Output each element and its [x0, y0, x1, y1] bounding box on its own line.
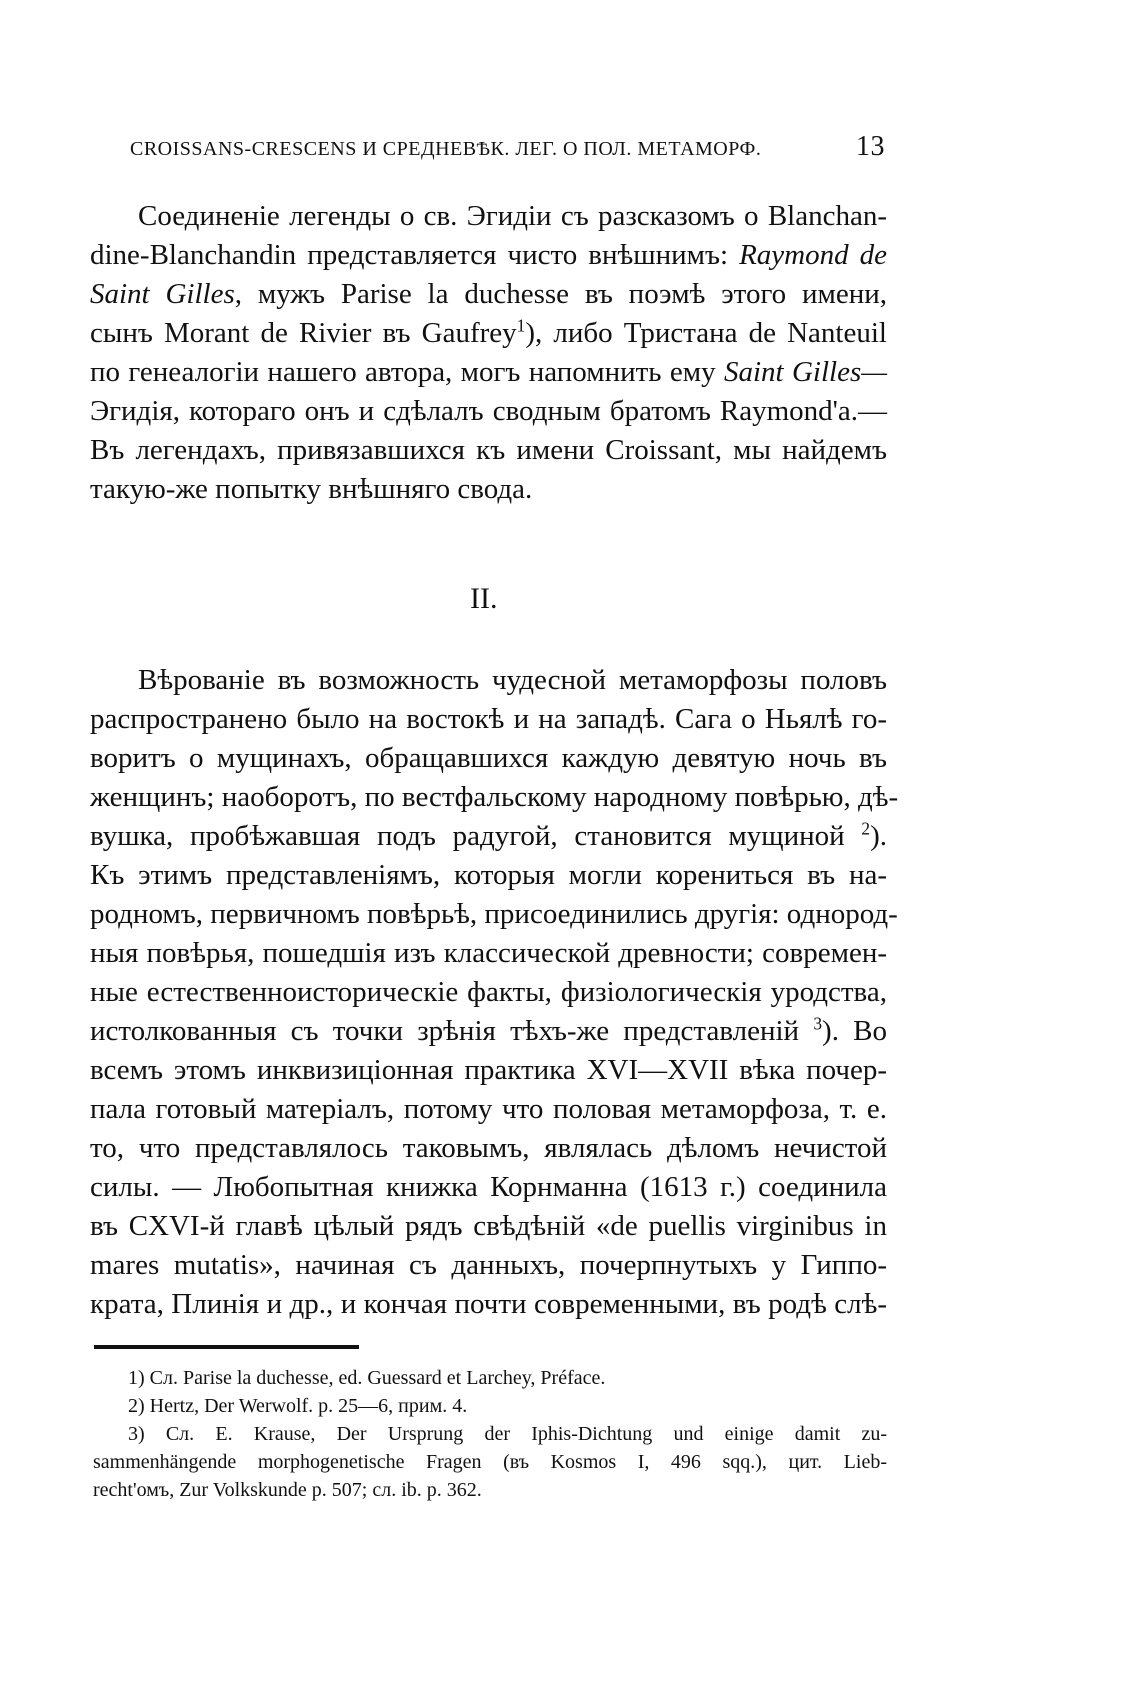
section-heading: II.: [470, 582, 498, 615]
footnote-ref-2: 2: [861, 818, 871, 839]
paragraph-1: [90, 197, 887, 509]
italic-saint-gilles-2: Saint Gilles—: [723, 356, 888, 388]
paragraph-1-line-3: Saint Gilles, мужъ Parise la duchesse въ поэмѣ этого имени,: [90, 278, 887, 310]
page-number: 13: [856, 131, 885, 162]
paragraph-2-line-14: силы. — Любопытная книжка Корнманна (1613 г.) соединила: [90, 1171, 887, 1203]
paragraph-1-line-8: такую-же попытку внѣшняго свода.: [90, 473, 533, 505]
running-head-title: CROISSANS-CRESCENS И СРЕДНЕВѢК. ЛЕГ. О ПОЛ. МЕТАМОРФ.: [130, 138, 762, 160]
paragraph-2-line-13: то, что представлялось таковымъ, являлась дѣломъ нечистой: [90, 1132, 887, 1164]
footnote-ref-1: 1: [516, 315, 526, 336]
paragraph-2-line-10: истолкованныя съ точки зрѣнія тѣхъ-же представленій $^3$). Во: [90, 1013, 888, 1047]
paragraph-1-line-6: Эгидія, котораго онъ и сдѣлалъ сводным братомъ Raymond'a.—: [90, 395, 887, 427]
paragraph-2-line-5: вушка, пробѣжавшая подъ радугой, становится мущиной $^2$).: [90, 818, 888, 852]
footnote-3-line-2: sammenhängende morphogenetische Fragen (въ Kosmos I, 496 sqq.), цит. Lieb-: [93, 1451, 887, 1473]
paragraph-2-line-16: mares mutatis», начиная съ данныхъ, почерпнутыхъ у Гиппо-: [90, 1249, 887, 1281]
footnote-2: 2) Hertz, Der Werwolf. p. 25—6, прим. 4.: [128, 1395, 468, 1417]
paragraph-2: [90, 661, 899, 1324]
italic-saint-gilles-1: Saint Gilles: [90, 278, 235, 310]
footnotes: [93, 1364, 887, 1504]
footnote-ref-3: 3: [813, 1013, 823, 1034]
paragraph-1-line-2: dine-Blanchandin представляется чисто внѣшнимъ: Raymond de: [90, 239, 888, 271]
footnote-divider: [94, 1345, 359, 1349]
paragraph-1-line-1: Соединеніе легенды о св. Эгидіи съ разсказомъ о Blanchan-: [138, 200, 887, 232]
paragraph-2-line-6: Къ этимъ представленіямъ, которыя могли корениться въ на-: [90, 859, 887, 891]
footnote-1: 1) Сл. Parise la duchesse, ed. Guessard et Larchey, Préface.: [128, 1367, 606, 1389]
paragraph-2-line-8: ныя повѣрья, пошедшія изъ классической древности; современ-: [90, 937, 887, 969]
paragraph-1-line-4: сынъ Morant de Rivier въ Gaufrey$^1$), либо Тристана de Nanteuil: [90, 315, 887, 349]
paragraph-1-line-5: по генеалогіи нашего автора, могъ напомнить ему Saint Gilles—: [90, 356, 888, 388]
paragraph-2-line-11: всемъ этомъ инквизиціонная практика XVI—XVII вѣка почер-: [90, 1054, 887, 1086]
paragraph-2-line-3: воритъ о мущинахъ, обращавшихся каждую девятую ночь въ: [90, 742, 887, 774]
paragraph-2-line-1: Вѣрованіе въ возможность чудесной метаморфозы половъ: [138, 664, 887, 696]
footnote-3-line-3: recht'омъ, Zur Volkskunde p. 507; сл. ib. p. 362.: [93, 1479, 482, 1501]
paragraph-2-line-2: распространено было на востокѣ и на западѣ. Сага о Ньялѣ го-: [90, 703, 887, 735]
paragraph-2-line-12: пала готовый матеріалъ, потому что половая метаморфоза, т. е.: [90, 1093, 887, 1125]
running-head: [130, 131, 885, 162]
footnote-3-line-1: 3) Сл. E. Krause, Der Ursprung der Iphis-Dichtung und einige damit zu-: [128, 1423, 887, 1445]
italic-raymond: Raymond de: [739, 239, 888, 271]
paragraph-2-line-9: ные естественноисторическіе факты, физіологическія уродства,: [90, 976, 887, 1008]
paragraph-1-line-7: Въ легендахъ, привязавшихся къ имени Croissant, мы найдемъ: [90, 434, 887, 466]
paragraph-2-line-4: женщинъ; наоборотъ, по вестфальскому народному повѣрью, дѣ-: [90, 781, 899, 813]
paragraph-2-line-7: родномъ, первичномъ повѣрьѣ, присоединились другія: однород-: [90, 898, 898, 930]
paragraph-2-line-17: крата, Плинія и др., и кончая почти современными, въ родѣ слѣ-: [90, 1288, 887, 1320]
paragraph-2-line-15: въ CXVI-й главѣ цѣлый рядъ свѣдѣній «de puellis virginibus in: [90, 1210, 887, 1242]
